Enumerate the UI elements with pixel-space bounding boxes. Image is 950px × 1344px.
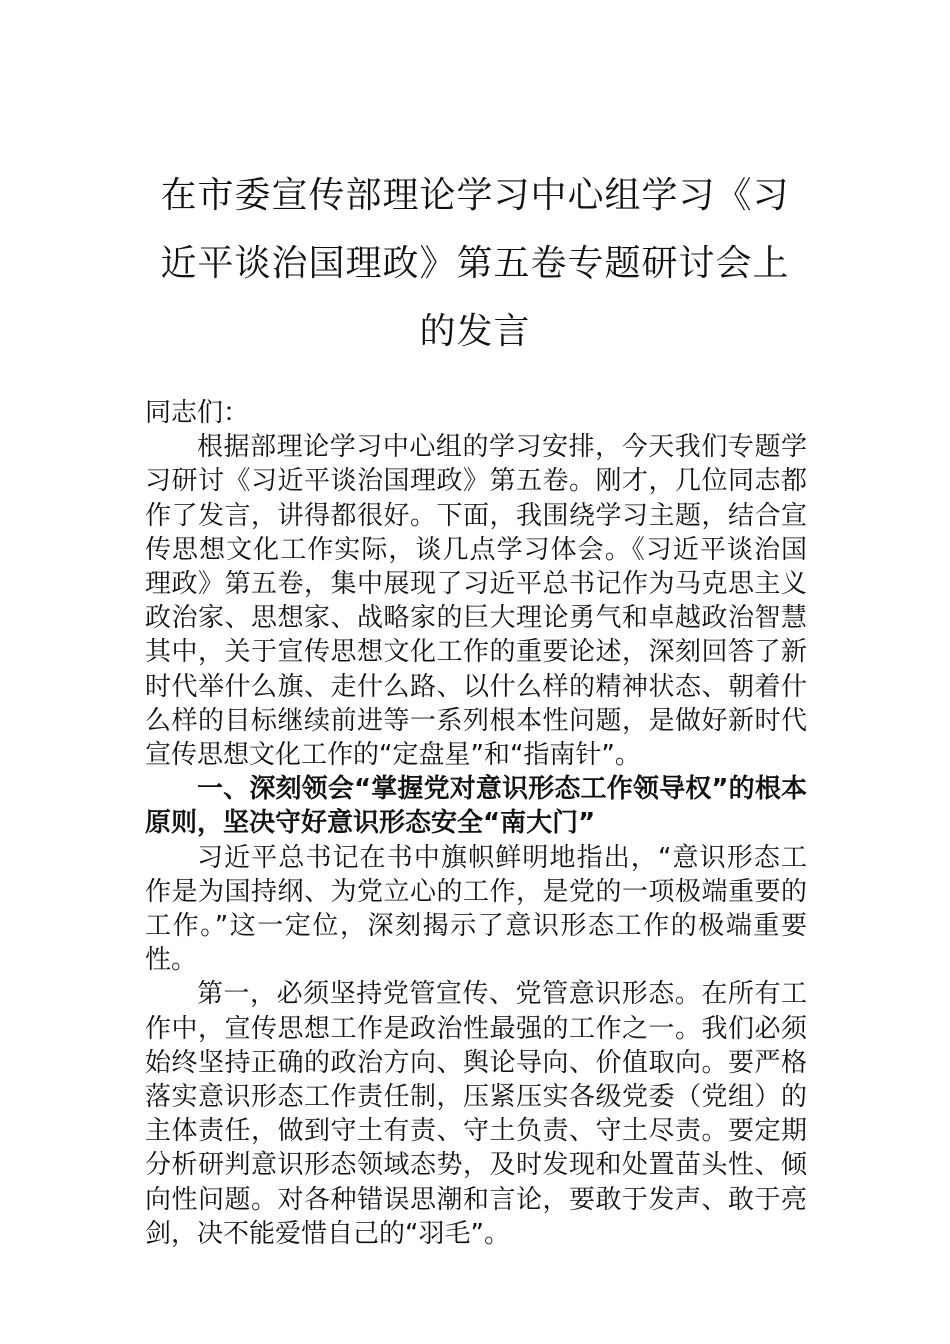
- document-body: [145, 396, 807, 1251]
- paragraph-first-point: 第一，必须坚持党管宣传、党管意识形态。在所有工作中，宣传思想工作是政治性最强的工作之一。我们必须始终坚持正确的政治方向、舆论导向、价值取向。要严格落实意识形态工作责任制，压紧压实各级党委（党组）的主体责任，做到守土有责、守土负责、守土尽责。要定期分析研判意识形态领域态势，及时发现和处置苗头性、倾向性问题。对各种错误思潮和言论，要敢于发声、敢于亮剑，决不能爱惜自己的“羽毛”。: [145, 979, 807, 1249]
- document-title: 在市委宣传部理论学习中心组学习《习近平谈治国理政》第五卷专题研讨会上的发言: [160, 175, 790, 352]
- paragraph-intro: 根据部理论学习中心组的学习安排，今天我们专题学习研讨《习近平谈治国理政》第五卷。刚才，几位同志都作了发言，讲得都很好。下面，我围绕学习主题，结合宣传思想文化工作实际，谈几点学习体会。《习近平谈治国理政》第五卷，集中展现了习近平总书记作为马克思主义政治家、思想家、战略家的巨大理论勇气和卓越政治智慧其中，关于宣传思想文化工作的重要论述，深刻回答了新时代举什么旗、走什么路、以什么样的精神状态、朝着什么样的目标继续前进等一系列根本性问题，是做好新时代宣传思想文化工作的“定盘星”和“指南针”。: [145, 432, 807, 771]
- paragraph-quote: 习近平总书记在书中旗帜鲜明地指出，“意识形态工作是为国持纲、为党立心的工作，是党的一项极端重要的工作。”这一定位，深刻揭示了意识形态工作的极端重要性。: [145, 842, 807, 976]
- section-heading-1: 一、深刻领会“掌握党对意识形态工作领导权”的根本原则，坚决守好意识形态安全“南大门”: [145, 774, 807, 839]
- salutation: 同志们：: [145, 398, 250, 428]
